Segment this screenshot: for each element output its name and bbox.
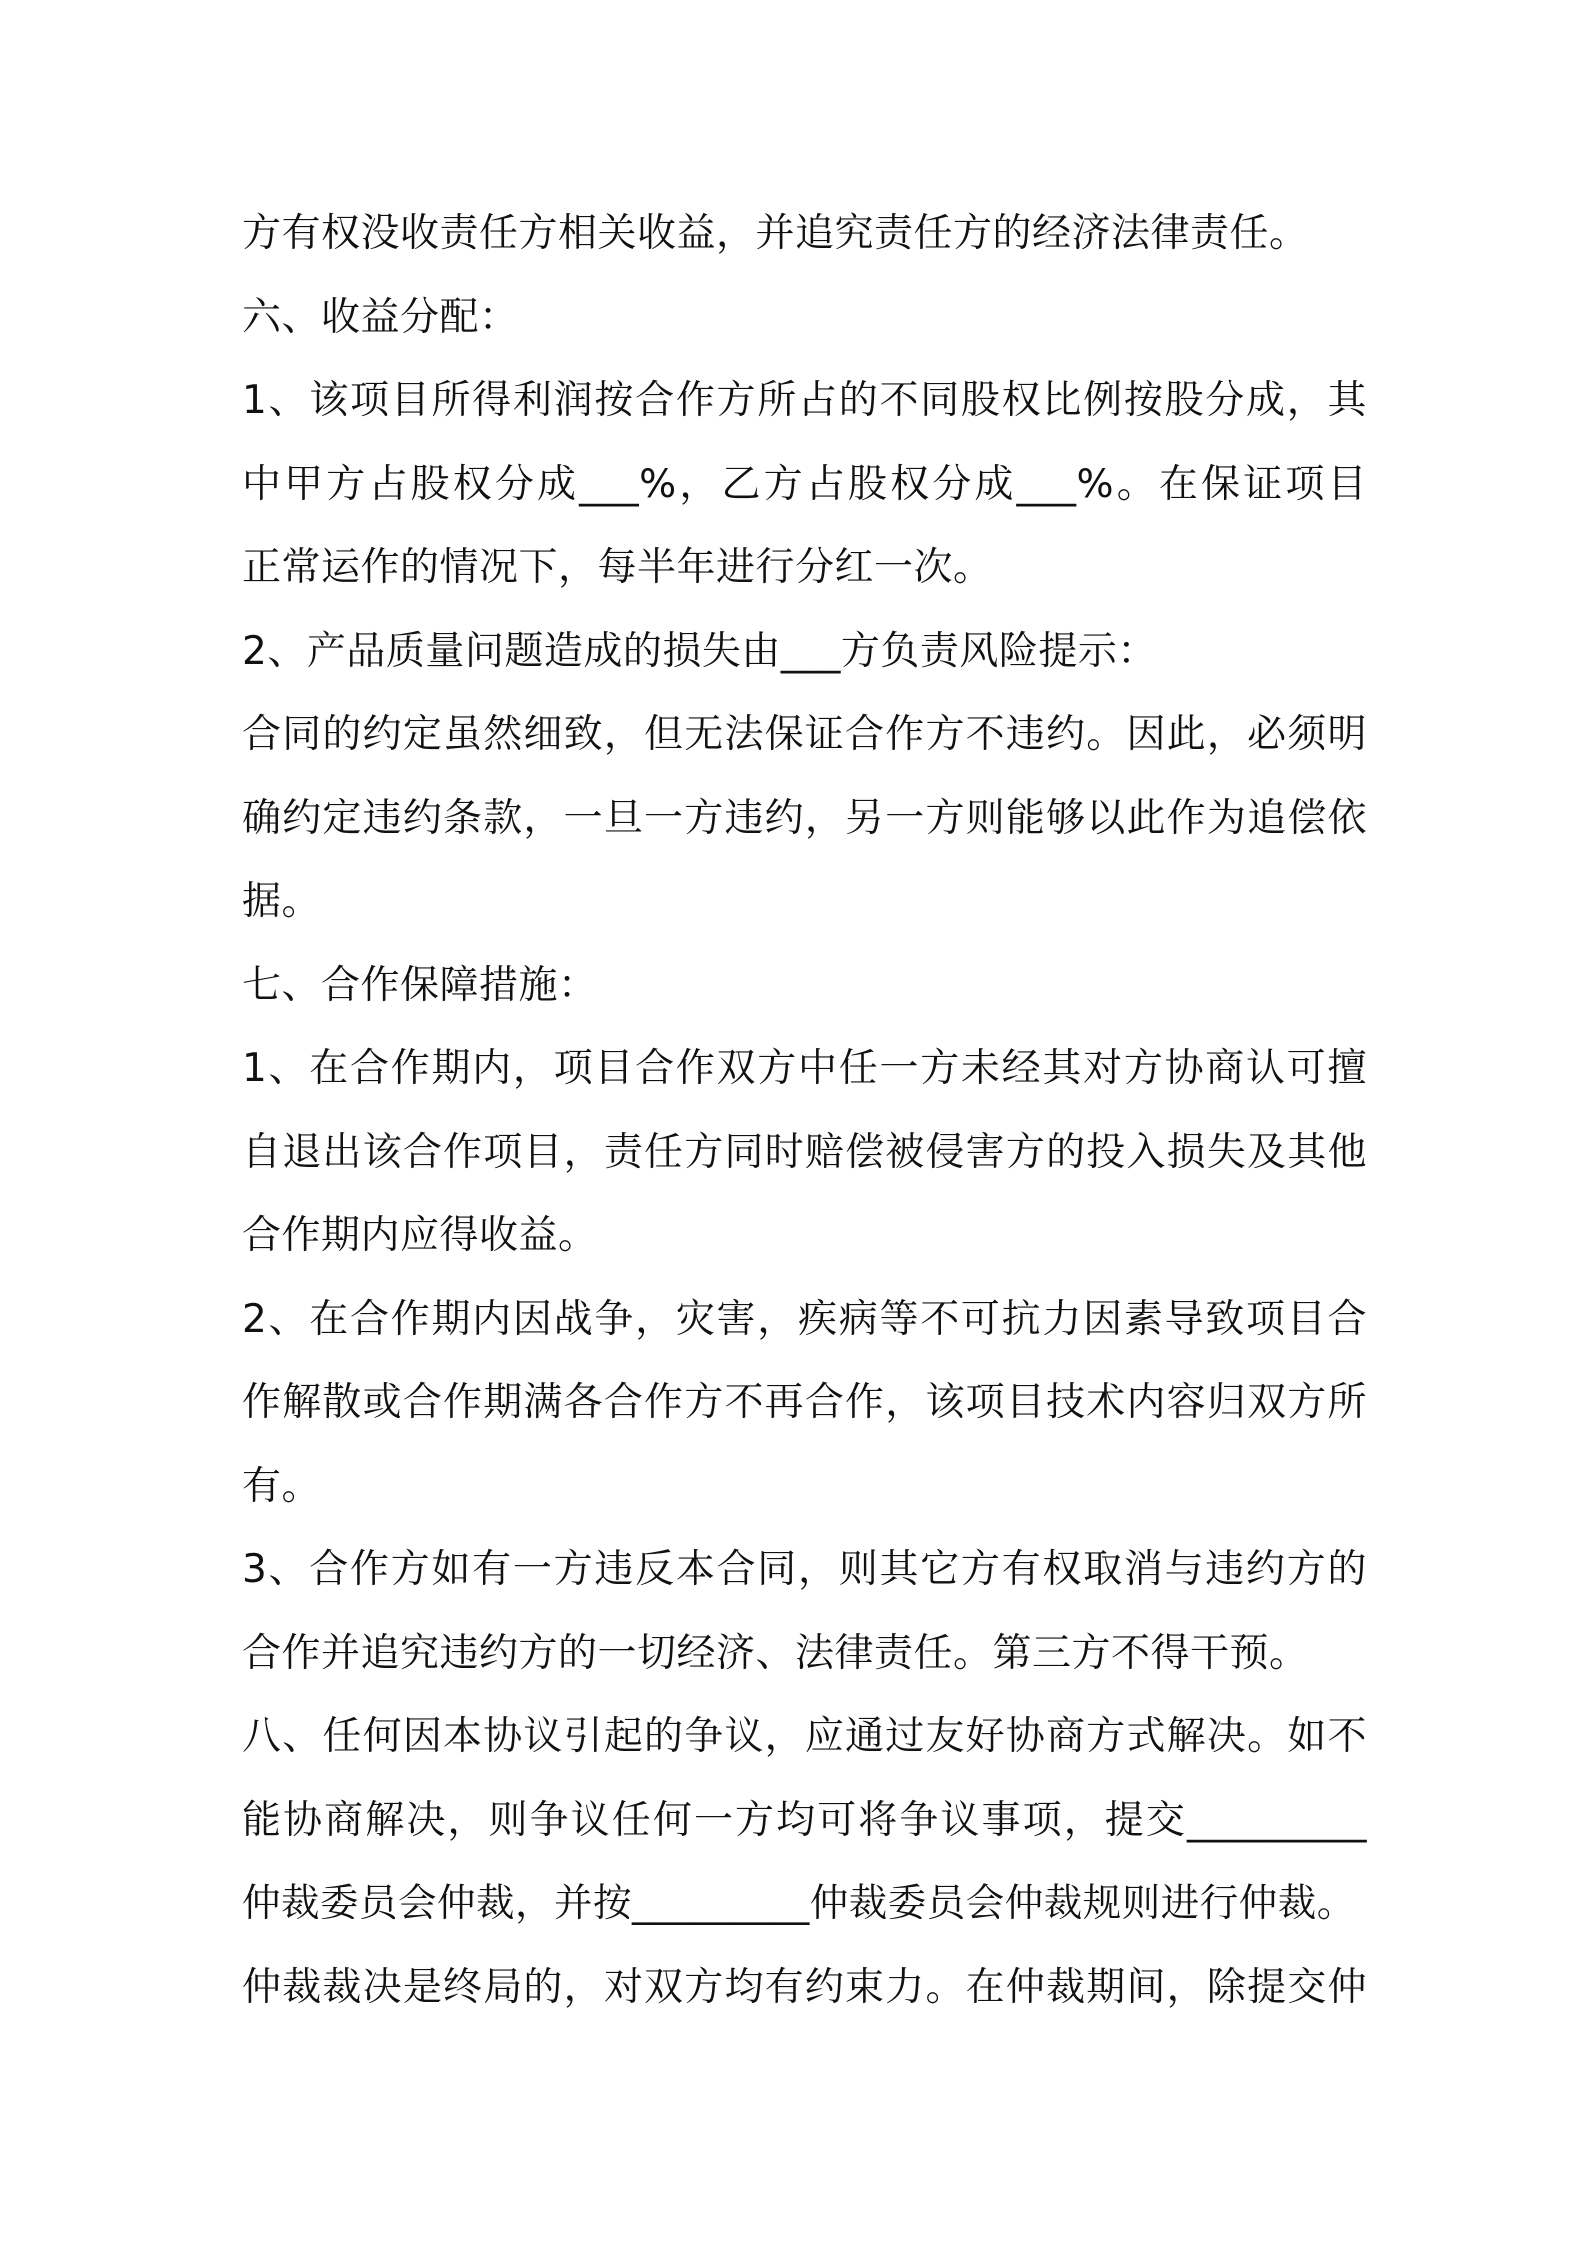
text-line: 自退出该合作项目，责任方同时赔偿被侵害方的投入损失及其他 bbox=[242, 1129, 1367, 1175]
text-line: 中甲方占股权分成___%，乙方占股权分成___%。在保证项目 bbox=[242, 461, 1367, 507]
text-line: 方有权没收责任方相关收益，并追究责任方的经济法律责任。 bbox=[242, 211, 1309, 256]
text-line: 七、合作保障措施： bbox=[242, 962, 598, 1008]
text-line: 1、在合作期内，项目合作双方中任一方未经其对方协商认可擅 bbox=[242, 1046, 1367, 1091]
text-line: 确约定违约条款，一旦一方违约，另一方则能够以此作为追偿依 bbox=[242, 795, 1367, 841]
text-line: 3、合作方如有一方违反本合同，则其它方有权取消与违约方的 bbox=[242, 1547, 1367, 1592]
text-line: 据。 bbox=[242, 879, 322, 924]
contract-text-body bbox=[242, 192, 1367, 2029]
text-line: 1、该项目所得利润按合作方所占的不同股权比例按股分成，其 bbox=[242, 378, 1367, 423]
text-line: 作解散或合作期满各合作方不再合作，该项目技术内容归双方所 bbox=[242, 1380, 1367, 1425]
text-line: 仲裁委员会仲裁，并按_________仲裁委员会仲裁规则进行仲裁。 bbox=[242, 1881, 1356, 1926]
text-line: 仲裁裁决是终局的，对双方均有约束力。在仲裁期间，除提交仲 bbox=[242, 1964, 1367, 2010]
text-line: 合作并追究违约方的一切经济、法律责任。第三方不得干预。 bbox=[242, 1630, 1309, 1676]
text-line: 八、任何因本协议引起的争议，应通过友好协商方式解决。如不 bbox=[242, 1714, 1367, 1759]
text-line: 2、产品质量问题造成的损失由___方负责风险提示： bbox=[242, 628, 1157, 674]
text-line: 能协商解决，则争议任何一方均可将争议事项，提交_________ bbox=[242, 1797, 1367, 1843]
text-line: 合作期内应得收益。 bbox=[242, 1213, 598, 1258]
text-line: 有。 bbox=[242, 1463, 322, 1509]
text-line: 合同的约定虽然细致，但无法保证合作方不违约。因此，必须明 bbox=[242, 712, 1367, 757]
text-line: 正常运作的情况下，每半年进行分红一次。 bbox=[242, 545, 993, 590]
text-line: 六、收益分配： bbox=[242, 294, 519, 340]
text-line: 2、在合作期内因战争，灾害，疾病等不可抗力因素导致项目合 bbox=[242, 1296, 1367, 1342]
